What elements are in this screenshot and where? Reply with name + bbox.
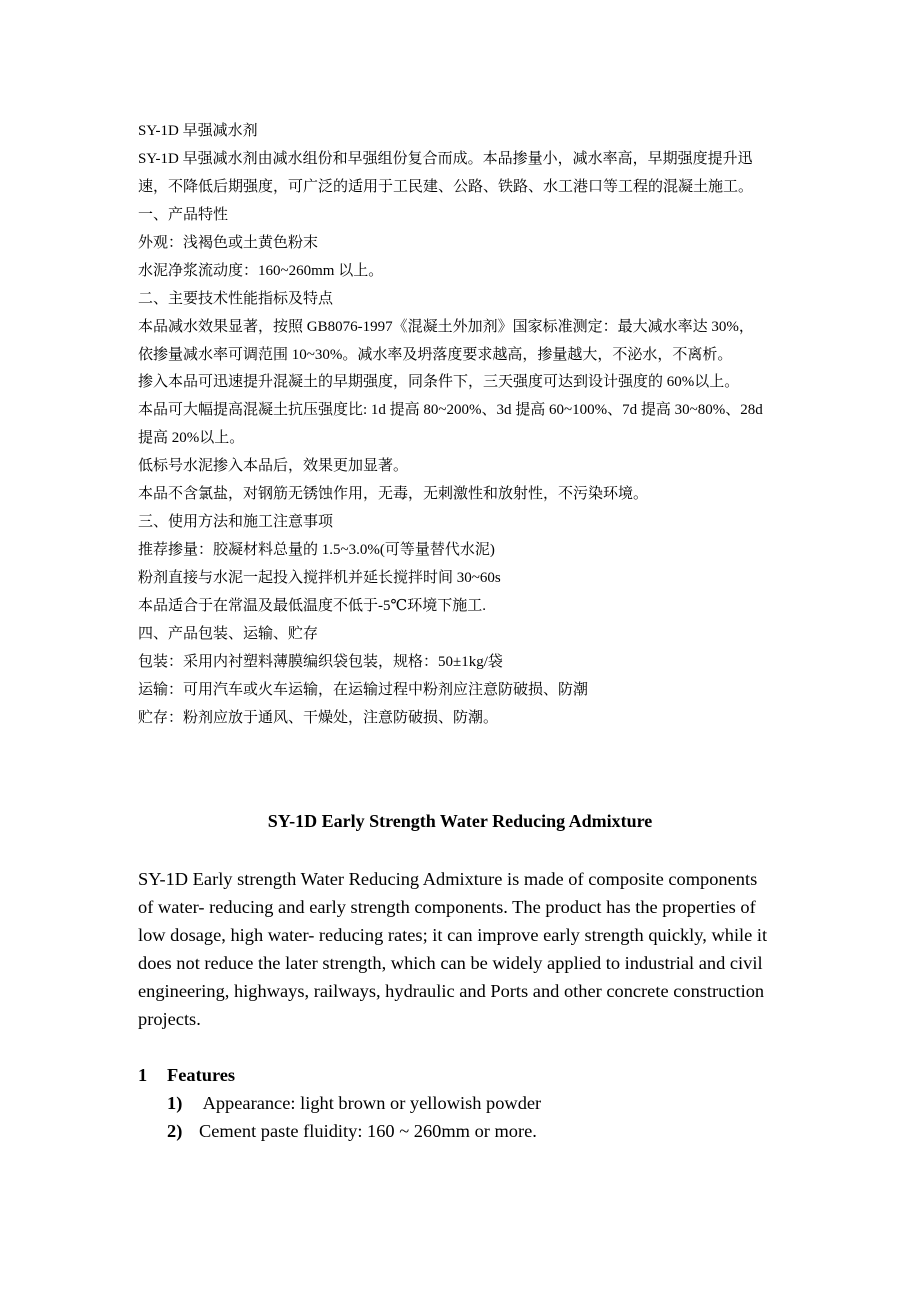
item-number: 1) [167, 1093, 183, 1113]
feature-item [138, 1089, 541, 1117]
chinese-section [138, 118, 763, 733]
cn-line: 本品不含氯盐，对钢筋无锈蚀作用，无毒，无刺激性和放射性，不污染环境。 [138, 486, 649, 503]
cn-heading: 二、主要技术性能指标及特点 [138, 290, 334, 307]
cn-title: SY-1D 早强减水剂 [138, 123, 258, 139]
cn-heading: 三、使用方法和施工注意事项 [138, 514, 334, 531]
features-section [138, 1061, 541, 1145]
cn-line: 提高 20%以上。 [138, 430, 245, 447]
cn-line: 本品可大幅提高混凝土抗压强度比: 1d 提高 80~200%、3d 提高 60~100%、7d 提高 30~80%、28d [138, 402, 763, 419]
en-line: projects. [138, 1009, 201, 1029]
features-heading [138, 1061, 541, 1089]
cn-line: 包装：采用内衬塑料薄膜编织袋包装，规格：50±1kg/袋 [138, 653, 503, 670]
cn-line: 掺入本品可迅速提升混凝土的早期强度，同条件下，三天强度可达到设计强度的 60%以上。 [138, 374, 740, 391]
cn-heading: 四、产品包装、运输、贮存 [138, 625, 319, 642]
en-line: SY-1D Early strength Water Reducing Admixture is made of composite components [138, 869, 758, 889]
item-number: 2) [167, 1121, 183, 1141]
cn-line: 水泥净浆流动度：160~260mm 以上。 [138, 262, 384, 279]
en-line: of water- reducing and early strength components. The product has the properties of [138, 897, 756, 917]
cn-line: 贮存：粉剂应放于通风、干燥处，注意防破损、防潮。 [138, 709, 499, 726]
section-number: 1 [138, 1065, 148, 1085]
item-text: Appearance: light brown or yellowish powder [199, 1093, 542, 1113]
en-line: low dosage, high water- reducing rates; it can improve early strength quickly, while it [138, 925, 768, 945]
cn-line: 速，不降低后期强度，可广泛的适用于工民建、公路、铁路、水工港口等工程的混凝土施工。 [138, 178, 754, 195]
cn-line: 外观：浅褐色或土黄色粉末 [138, 234, 319, 251]
item-text: Cement paste fluidity: 160 ~ 260mm or more. [199, 1121, 537, 1141]
cn-line: 本品适合于在常温及最低温度不低于-5℃环境下施工. [138, 597, 487, 614]
cn-line: 依掺量减水率可调范围 10~30%。减水率及坍落度要求越高，掺量越大，不泌水，不离析。 [138, 346, 733, 363]
cn-line: 低标号水泥掺入本品后，效果更加显著。 [138, 458, 409, 475]
cn-line: 运输：可用汽车或火车运输，在运输过程中粉剂应注意防破损、防潮 [138, 681, 589, 698]
cn-line: SY-1D 早强减水剂由减水组份和早强组份复合而成。本品掺量小，减水率高，早期强度提升迅 [138, 150, 753, 167]
en-line: engineering, highways, railways, hydraulic and Ports and other concrete construction [138, 981, 765, 1001]
en-line: does not reduce the later strength, which can be widely applied to industrial and civil [138, 953, 763, 973]
cn-line: 粉剂直接与水泥一起投入搅拌机并延长搅拌时间 30~60s [138, 570, 501, 586]
section-title: Features [167, 1065, 236, 1085]
english-title: SY-1D Early Strength Water Reducing Admixture [267, 811, 653, 831]
cn-line: 本品减水效果显著，按照 GB8076-1997《混凝土外加剂》国家标准测定：最大减水率达 30%， [138, 318, 754, 335]
feature-item [138, 1117, 541, 1145]
cn-heading: 一、产品特性 [138, 206, 229, 223]
cn-line: 推荐掺量：胶凝材料总量的 1.5~3.0%(可等量替代水泥) [138, 542, 495, 559]
english-paragraph [138, 865, 788, 1033]
